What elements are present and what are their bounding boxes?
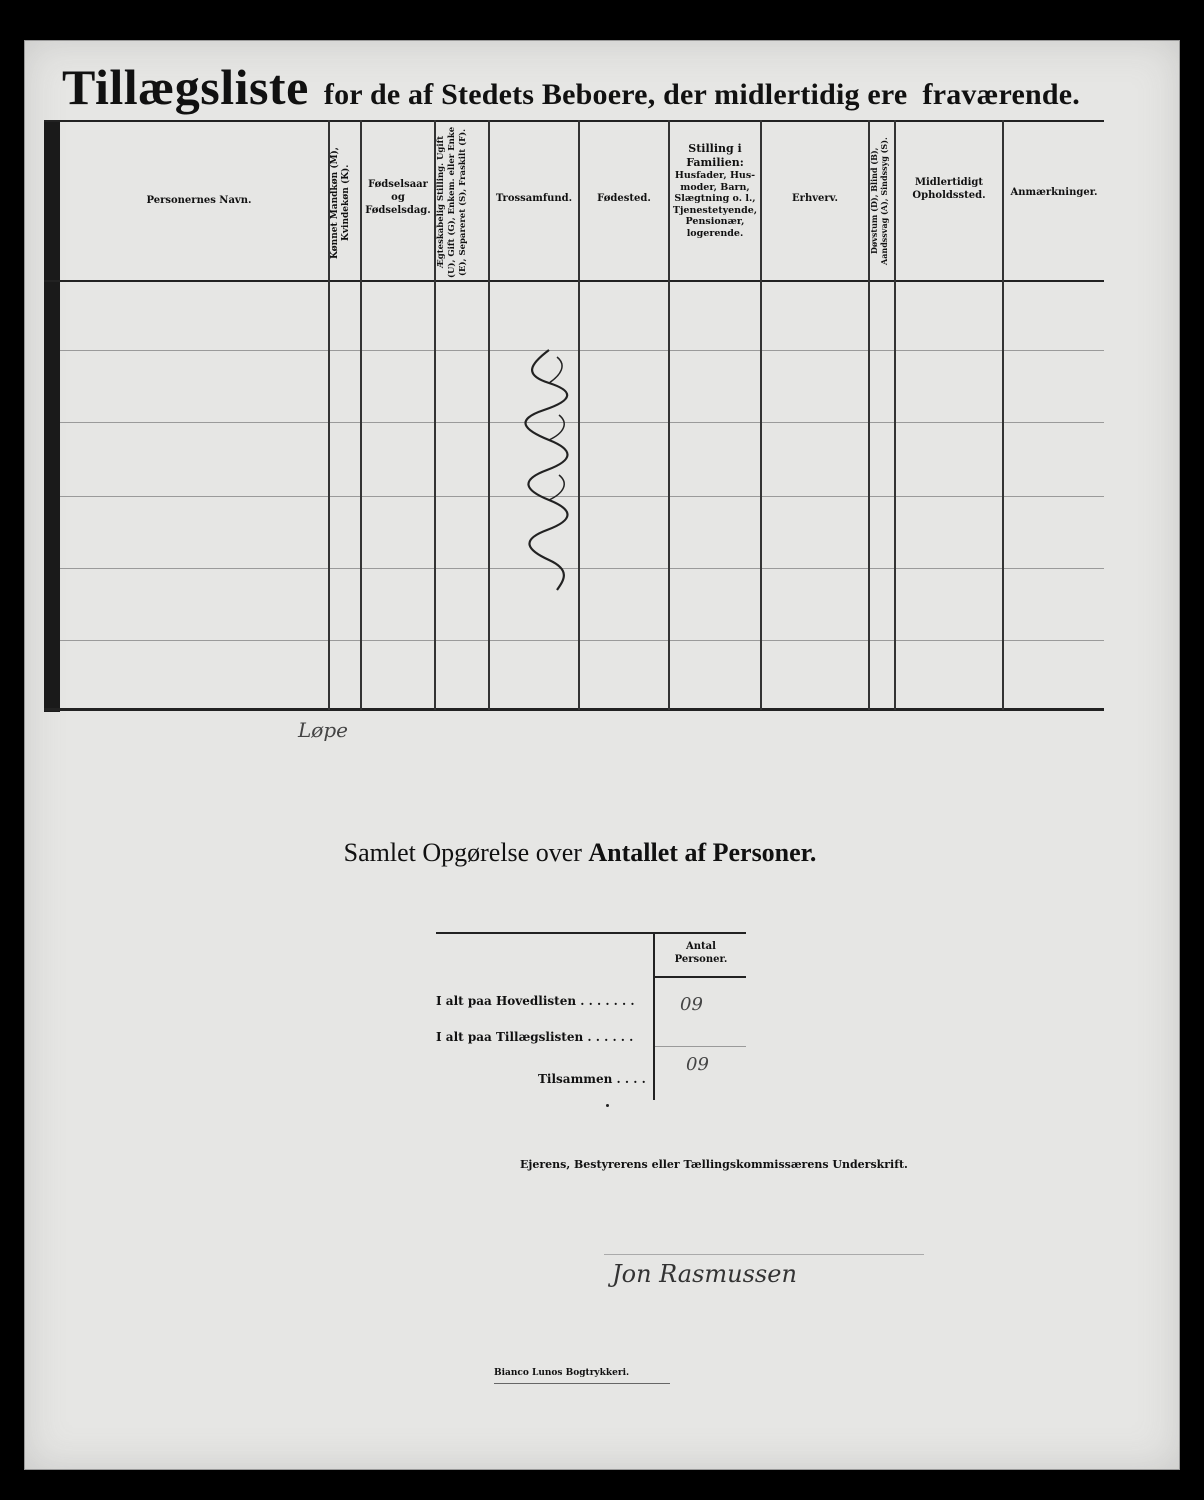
table-top-rule [44,120,1104,122]
row-rule [60,350,1104,351]
header-residence-line1: Midlertidigt [914,177,984,188]
summary-row-total-value: 09 [686,1054,709,1075]
column-rule [760,120,762,710]
row-rule [60,422,1104,423]
absentee-table [14,120,1104,712]
signature-label: Ejerens, Bestyrerens eller Tællingskommissærens Underskrift. [520,1158,908,1171]
header-birth-line2: og [391,192,405,203]
header-disability: Døvstum (D), Blind (B), Aandssvag (A), Sindssyg (S). [869,137,889,265]
row-rule [60,640,1104,641]
header-residence [896,176,1002,202]
signature-handwritten: Jon Rasmussen [612,1260,797,1288]
header-family-line6: Tjenestetyende, [672,204,758,216]
header-marital: Ægteskabelig Stilling. Ugift (U), Gift (G), Enkem. eller Enke (E), Separeret (S), Fraskilt (F). [436,126,468,278]
margin-handwritten-note: Løpe [298,718,348,742]
summary-row-main-list-value: 09 [680,994,703,1015]
summary-count-header-line1: Antal [686,941,716,952]
column-rule [488,120,490,710]
summary-total-rule [655,1046,746,1047]
form-title [62,58,1102,116]
header-name: Personernes Navn. [146,195,252,206]
header-family-line8: logerende. [686,227,744,239]
header-occupation: Erhverv. [792,193,838,204]
column-rule [894,120,896,710]
summary-title-part1: Samlet Opgørelse over [343,838,582,867]
header-birthplace: Fødested. [597,193,651,204]
header-family [670,142,760,239]
summary-count-header-line2: Personer. [674,954,728,965]
title-emphasis: fraværende. [922,78,1080,111]
header-religion: Trossamfund. [495,193,573,204]
summary-title [280,838,880,868]
column-rule [1002,120,1004,710]
title-main: Tillægsliste [62,59,309,115]
header-sex: Kønnet Mandkøn (M), Kvindekøn (K). [330,147,351,259]
signature-line [604,1254,924,1255]
printer-imprint: Bianco Lunos Bogtrykkeri. [494,1368,630,1378]
header-birth [362,178,434,217]
header-family-line7: Pensionær, [685,216,745,227]
summary-header-rule [655,976,746,978]
header-family-line3: Husfader, Hus- [674,170,756,181]
header-residence-line2: Opholdssted. [912,190,986,201]
header-family-line4: moder, Barn, [680,181,750,193]
printer-underline [494,1383,670,1384]
summary-title-part2: Antallet af Personer. [588,838,817,867]
ink-dot [606,1104,609,1107]
summary-row-total: Tilsammen . . . . [538,1072,646,1086]
summary-count-header [656,940,746,966]
binding-edge [44,120,60,712]
row-rule [60,496,1104,497]
summary-top-rule [436,932,746,934]
summary-row-main-list: I alt paa Hovedlisten . . . . . . . [436,994,635,1008]
table-bottom-rule [44,708,1104,711]
summary-column-rule [653,932,655,1100]
header-family-line2: Familien: [686,156,744,169]
header-birth-line3: Fødselsdag. [365,205,431,216]
header-bottom-rule [44,280,1104,282]
summary-row-supplement-list: I alt paa Tillægslisten . . . . . . [436,1030,634,1044]
header-family-line1: Stilling i [688,142,742,155]
title-rest: for de af Stedets Beboere, der midlertidig ere [323,78,908,111]
row-rule [60,568,1104,569]
header-remarks: Anmærkninger. [1010,187,1098,198]
header-family-line5: Slægtning o. l., [674,193,756,204]
header-birth-line1: Fødselsaar [368,179,428,190]
cancellation-squiggle [519,345,579,595]
